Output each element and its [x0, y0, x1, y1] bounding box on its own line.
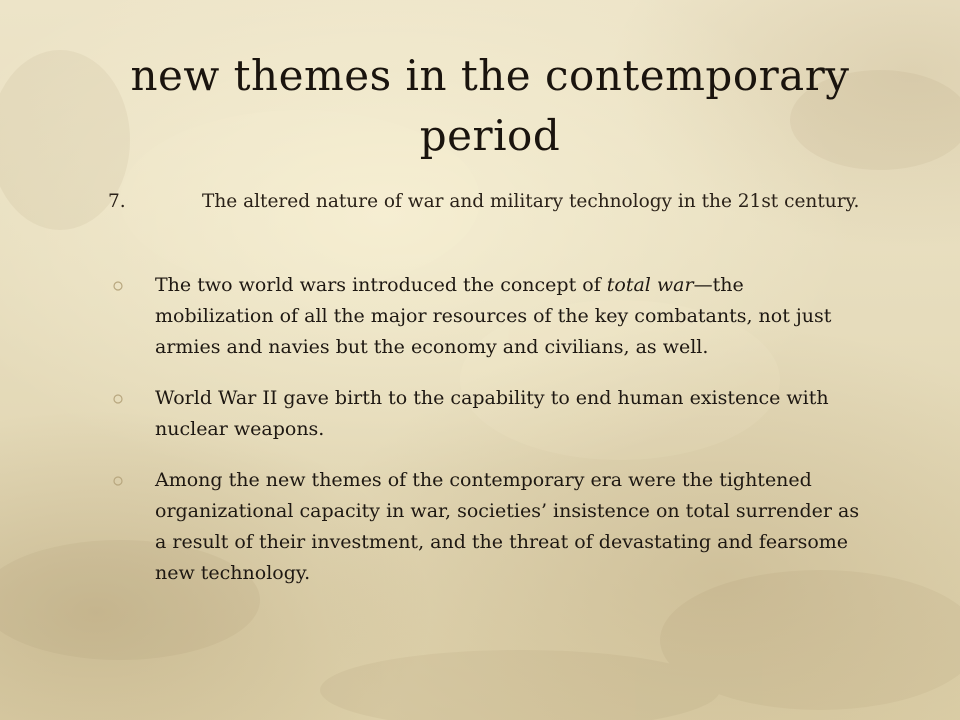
slide-title: new themes in the contemporary period: [130, 51, 850, 160]
section-number: 7.: [108, 191, 126, 212]
bullet-item-total-war: [108, 270, 868, 363]
bullet-item-nuclear-weapons: [108, 383, 868, 445]
bullet-text-continued: —the mobilization of all the major resources of the key combatants, not just armies and navies but the economy and civilians, as well.: [155, 274, 832, 358]
ring-bullet-icon: [113, 281, 123, 291]
section-subheading: [108, 188, 868, 216]
bullet-emphasis: total war: [606, 274, 694, 296]
bullet-list: [108, 270, 868, 589]
ring-bullet-icon: [113, 476, 123, 486]
ring-bullet-icon: [113, 394, 123, 404]
bullet-text: Among the new themes of the contemporary era were the tightened organizational capacity in war, societies’ insistence on total surrender as a result of their investment, and the threat of devastating and fearsome new technology.: [155, 469, 860, 584]
section-subheading-text: The altered nature of war and military technology in the 21st century.: [202, 191, 860, 212]
bullet-text: The two world wars introduced the concept of: [155, 274, 607, 296]
bullet-text: World War II gave birth to the capability to end human existence with nuclear weapons.: [155, 387, 829, 440]
bullet-item-new-themes: [108, 465, 868, 589]
